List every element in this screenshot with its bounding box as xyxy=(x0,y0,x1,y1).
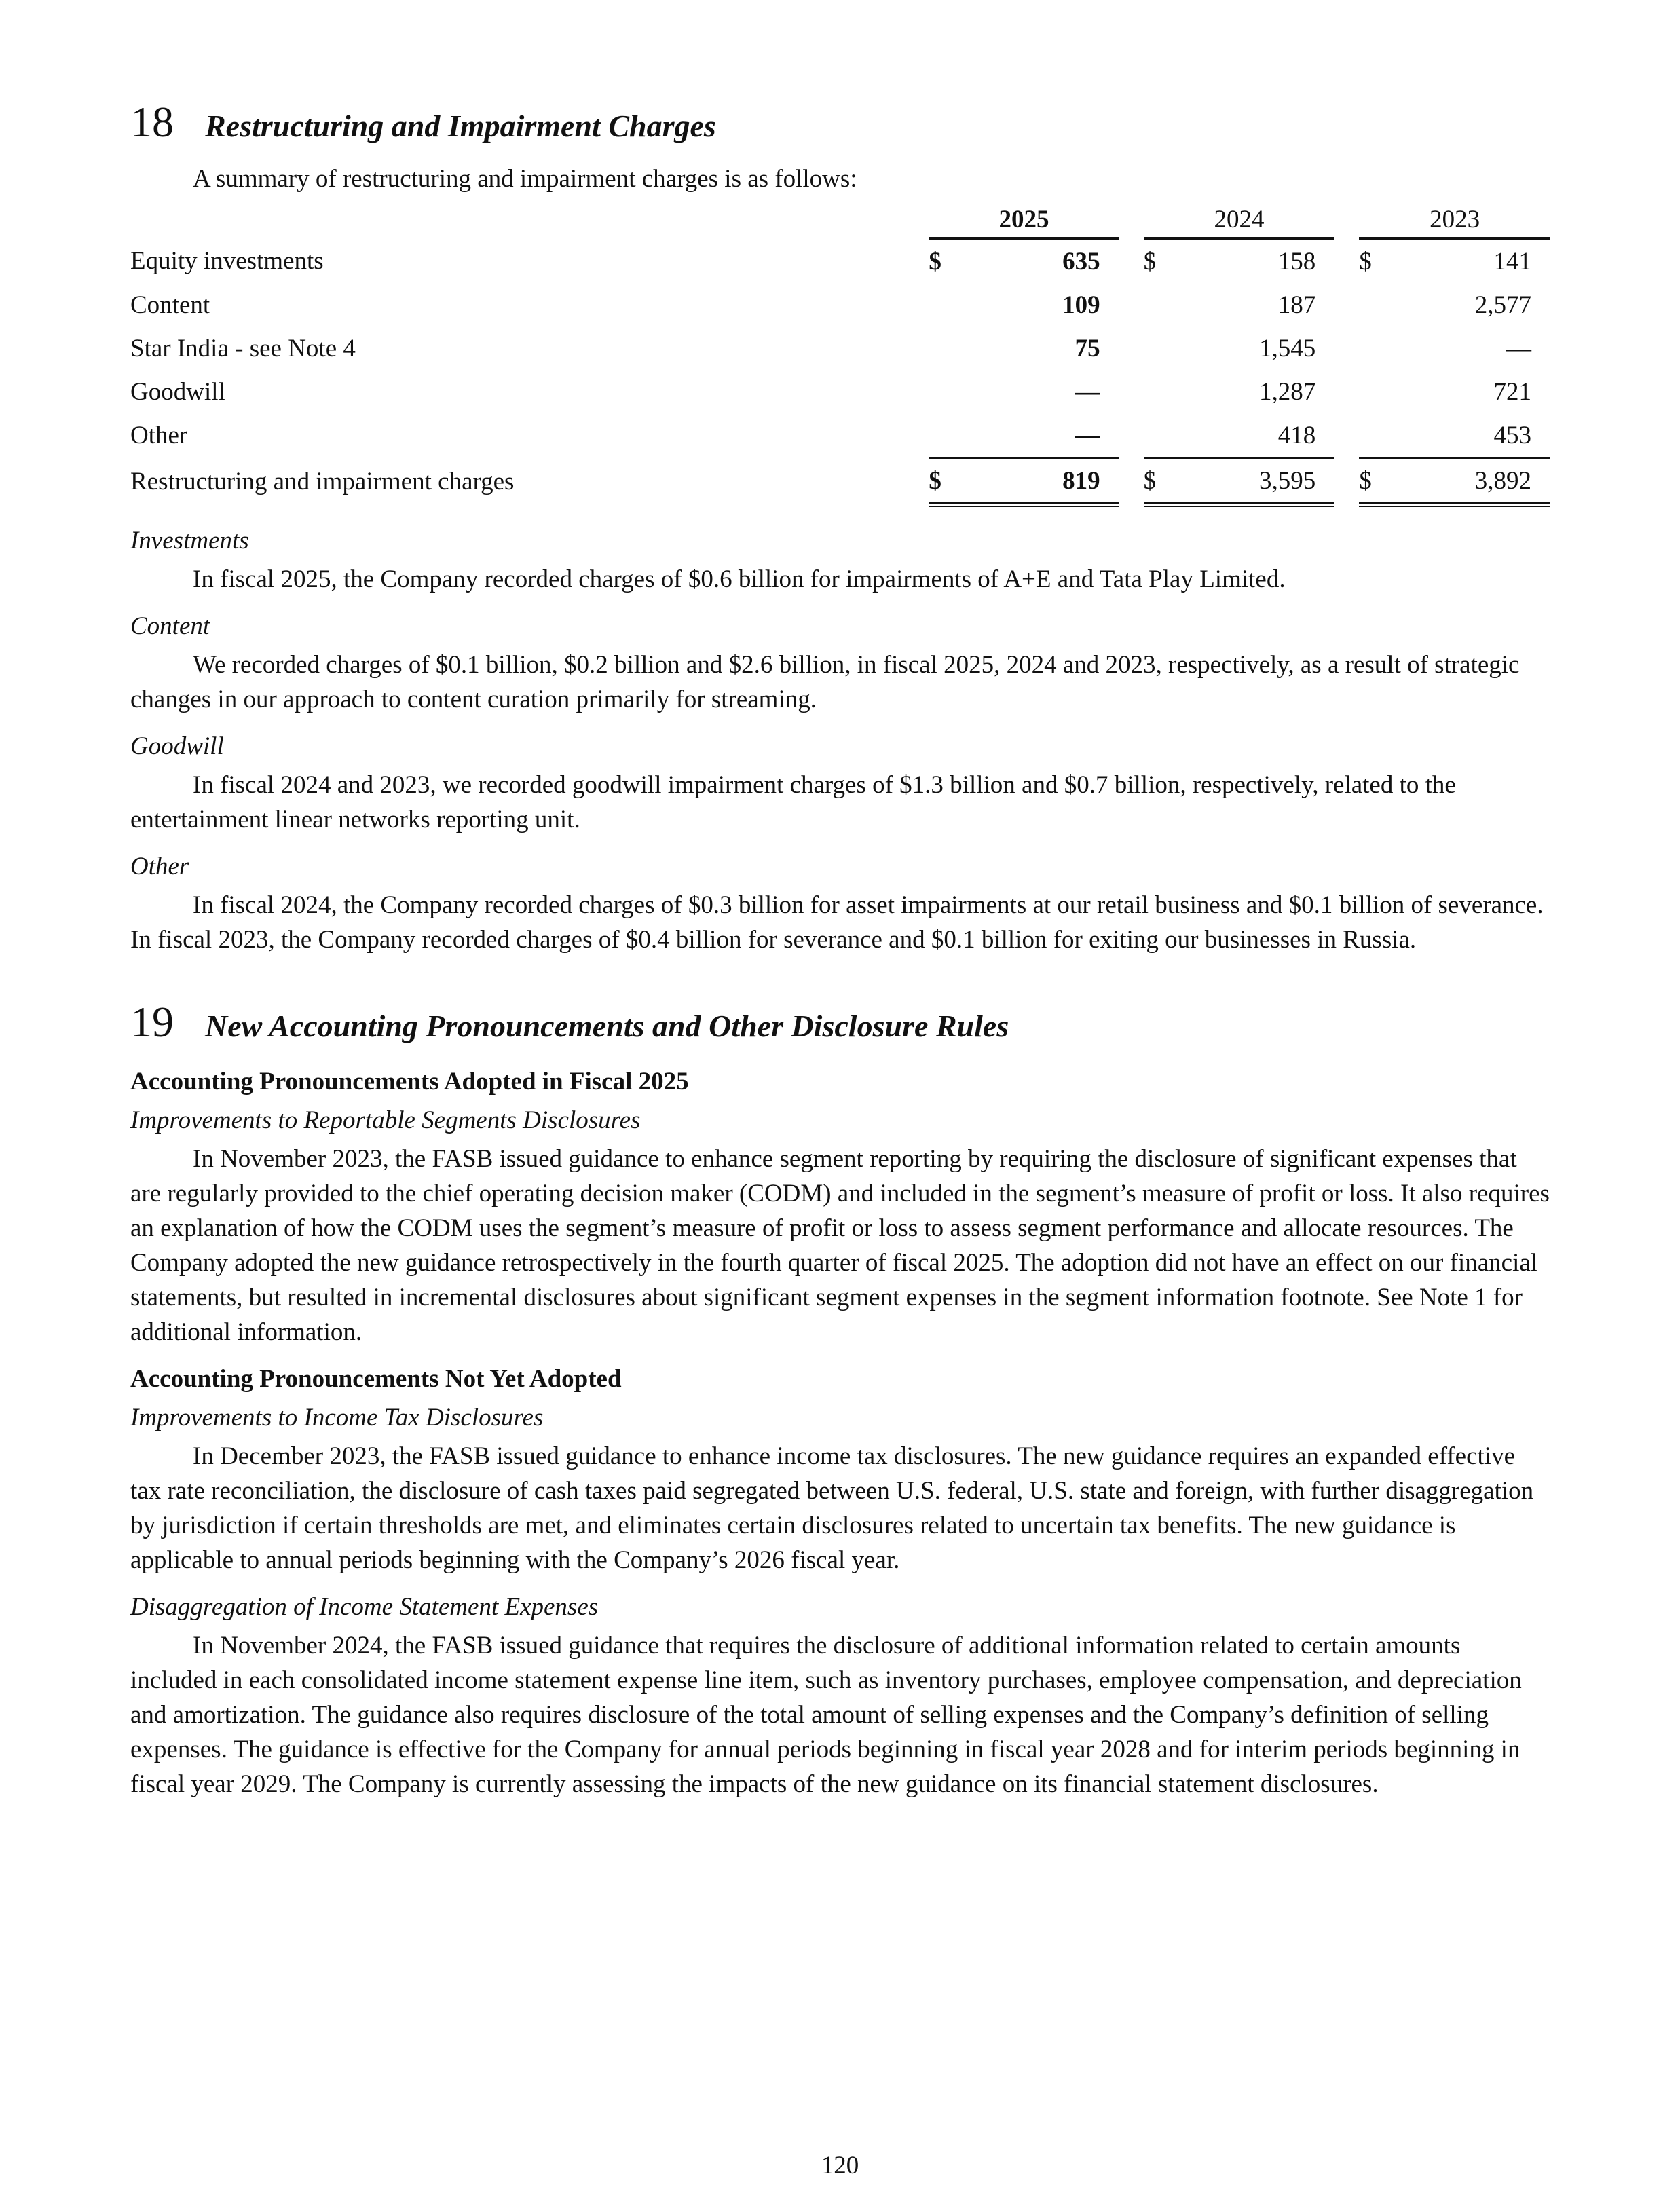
other-paragraph: In fiscal 2024, the Company recorded charges of $0.3 billion for asset impairments at our retail business and $0.1 billion of severance. In fiscal 2023, the Company recorded charges of $0.4 billion for severance and $0.1 billion for exiting our businesses in Russia. xyxy=(130,891,1544,954)
table-header-row xyxy=(130,202,1550,238)
currency-symbol xyxy=(1144,283,1170,326)
currency-symbol xyxy=(929,283,955,326)
value-2025: — xyxy=(955,413,1119,458)
content-paragraph: We recorded charges of $0.1 billion, $0.2 billion and $2.6 billion, in fiscal 2025, 2024 and 2023, respectively, as a result of strategic changes in our approach to content curation primarily for streaming. xyxy=(130,651,1520,713)
row-label: Star India - see Note 4 xyxy=(130,334,356,362)
currency-symbol: $ xyxy=(929,458,955,505)
currency-symbol xyxy=(929,326,955,370)
segments-subheading: Improvements to Reportable Segments Disclosures xyxy=(130,1106,641,1134)
goodwill-subheading: Goodwill xyxy=(130,732,224,760)
content-subheading: Content xyxy=(130,612,210,640)
currency-symbol xyxy=(1359,283,1385,326)
currency-symbol xyxy=(929,413,955,458)
value-2025: 109 xyxy=(1062,291,1100,319)
table-row xyxy=(130,326,1550,370)
row-label: Content xyxy=(130,291,210,319)
note-18-heading xyxy=(130,95,1550,149)
row-label: Restructuring and impairment charges xyxy=(130,467,515,495)
year-header-2025: 2025 xyxy=(929,202,1119,238)
note-18-intro: A summary of restructuring and impairment charges is as follows: xyxy=(193,165,857,193)
disaggregation-subheading: Disaggregation of Income Statement Expenses xyxy=(130,1593,599,1621)
value-2024: 3,595 xyxy=(1170,458,1335,505)
value-2023: 3,892 xyxy=(1385,458,1550,505)
year-header-2024: 2024 xyxy=(1144,202,1335,238)
currency-symbol xyxy=(929,370,955,413)
currency-symbol: $ xyxy=(929,247,941,276)
note-19-number: 19 xyxy=(130,998,174,1046)
value-2024: 158 xyxy=(1277,247,1316,276)
note-18-title: Restructuring and Impairment Charges xyxy=(205,109,716,143)
currency-symbol: $ xyxy=(1359,458,1385,505)
segments-paragraph: In November 2023, the FASB issued guidance to enhance segment reporting by requiring the disclosure of significant expenses that are regularly provided to the chief operating decision maker (CODM) and included in the segment’s measure of profit or loss. It also requires an explanation of how the CODM uses the segment’s measure of profit or loss to assess segment performance and allocate resources. The Company adopted the new guidance retrospectively in the fourth quarter of fiscal 2025. The adoption did not have an effect on our financial statements, but resulted in incremental disclosures about significant segment expenses in the segment information footnote. See Note 1 for additional information. xyxy=(130,1145,1550,1346)
value-2023: 2,577 xyxy=(1474,291,1531,319)
not-adopted-heading: Accounting Pronouncements Not Yet Adopted xyxy=(130,1365,622,1393)
adopted-heading: Accounting Pronouncements Adopted in Fiscal 2025 xyxy=(130,1068,689,1096)
table-total-row xyxy=(130,458,1550,505)
restructuring-charges-table xyxy=(130,202,1550,507)
value-2025: 819 xyxy=(955,458,1119,505)
table-row xyxy=(130,283,1550,326)
currency-symbol xyxy=(1359,370,1385,413)
currency-symbol xyxy=(1359,326,1385,370)
investments-subheading: Investments xyxy=(130,527,249,555)
page-number: 120 xyxy=(821,2152,859,2179)
value-2023: 141 xyxy=(1493,247,1531,276)
note-19-heading xyxy=(130,995,1550,1049)
note-18-number: 18 xyxy=(130,98,174,146)
income-tax-subheading: Improvements to Income Tax Disclosures xyxy=(130,1404,544,1432)
income-tax-paragraph: In December 2023, the FASB issued guidance to enhance income tax disclosures. The new guidance requires an expanded effective tax rate reconciliation, the disclosure of cash taxes paid segregated between U.S. federal, U.S. state and foreign, with further disaggregation by jurisdiction if certain thresholds are met, and eliminates certain disclosures related to uncertain tax benefits. The new guidance is applicable to annual periods beginning with the Company’s 2026 fiscal year. xyxy=(130,1442,1534,1574)
row-label: Equity investments xyxy=(130,246,324,275)
value-2023: — xyxy=(1506,334,1531,362)
table-row xyxy=(130,238,1550,283)
value-2024: 1,545 xyxy=(1259,334,1316,362)
value-2023: 453 xyxy=(1385,413,1550,458)
disaggregation-paragraph: In November 2024, the FASB issued guidance that requires the disclosure of additional information related to certain amounts included in each consolidated income statement expense line item, such as inventory purchases, employee compensation, and depreciation and amortization. The guidance also requires disclosure of the total amount of selling expenses and the Company’s definition of selling expenses. The guidance is effective for the Company for annual periods beginning in fiscal year 2028 and for interim periods beginning in fiscal year 2029. The Company is currently assessing the impacts of the new guidance on its financial statement disclosures. xyxy=(130,1632,1522,1798)
other-subheading: Other xyxy=(130,853,189,880)
table-row xyxy=(130,413,1550,458)
investments-paragraph: In fiscal 2025, the Company recorded charges of $0.6 billion for impairments of A+E and Tata Play Limited. xyxy=(193,565,1286,593)
currency-symbol: $ xyxy=(1359,247,1372,276)
document-page xyxy=(130,95,1550,1801)
goodwill-paragraph: In fiscal 2024 and 2023, we recorded goodwill impairment charges of $1.3 billion and $0.7 billion, respectively, related to the entertainment linear networks reporting unit. xyxy=(130,771,1456,834)
table-row xyxy=(130,370,1550,413)
note-19-title: New Accounting Pronouncements and Other Disclosure Rules xyxy=(205,1009,1009,1043)
value-2025: 635 xyxy=(1062,247,1100,276)
value-2024: 187 xyxy=(1277,291,1316,319)
row-label: Other xyxy=(130,422,188,450)
currency-symbol xyxy=(1359,413,1385,458)
currency-symbol: $ xyxy=(1144,458,1170,505)
year-header-2023: 2023 xyxy=(1359,202,1550,238)
value-2023: 721 xyxy=(1493,377,1531,406)
currency-symbol xyxy=(1144,413,1170,458)
currency-symbol xyxy=(1144,370,1170,413)
value-2025: 75 xyxy=(1075,334,1100,362)
value-2024: 1,287 xyxy=(1259,377,1316,406)
row-label: Goodwill xyxy=(130,377,225,406)
value-2024: 418 xyxy=(1170,413,1335,458)
currency-symbol xyxy=(1144,326,1170,370)
value-2025: — xyxy=(1075,377,1100,406)
currency-symbol: $ xyxy=(1143,247,1157,276)
